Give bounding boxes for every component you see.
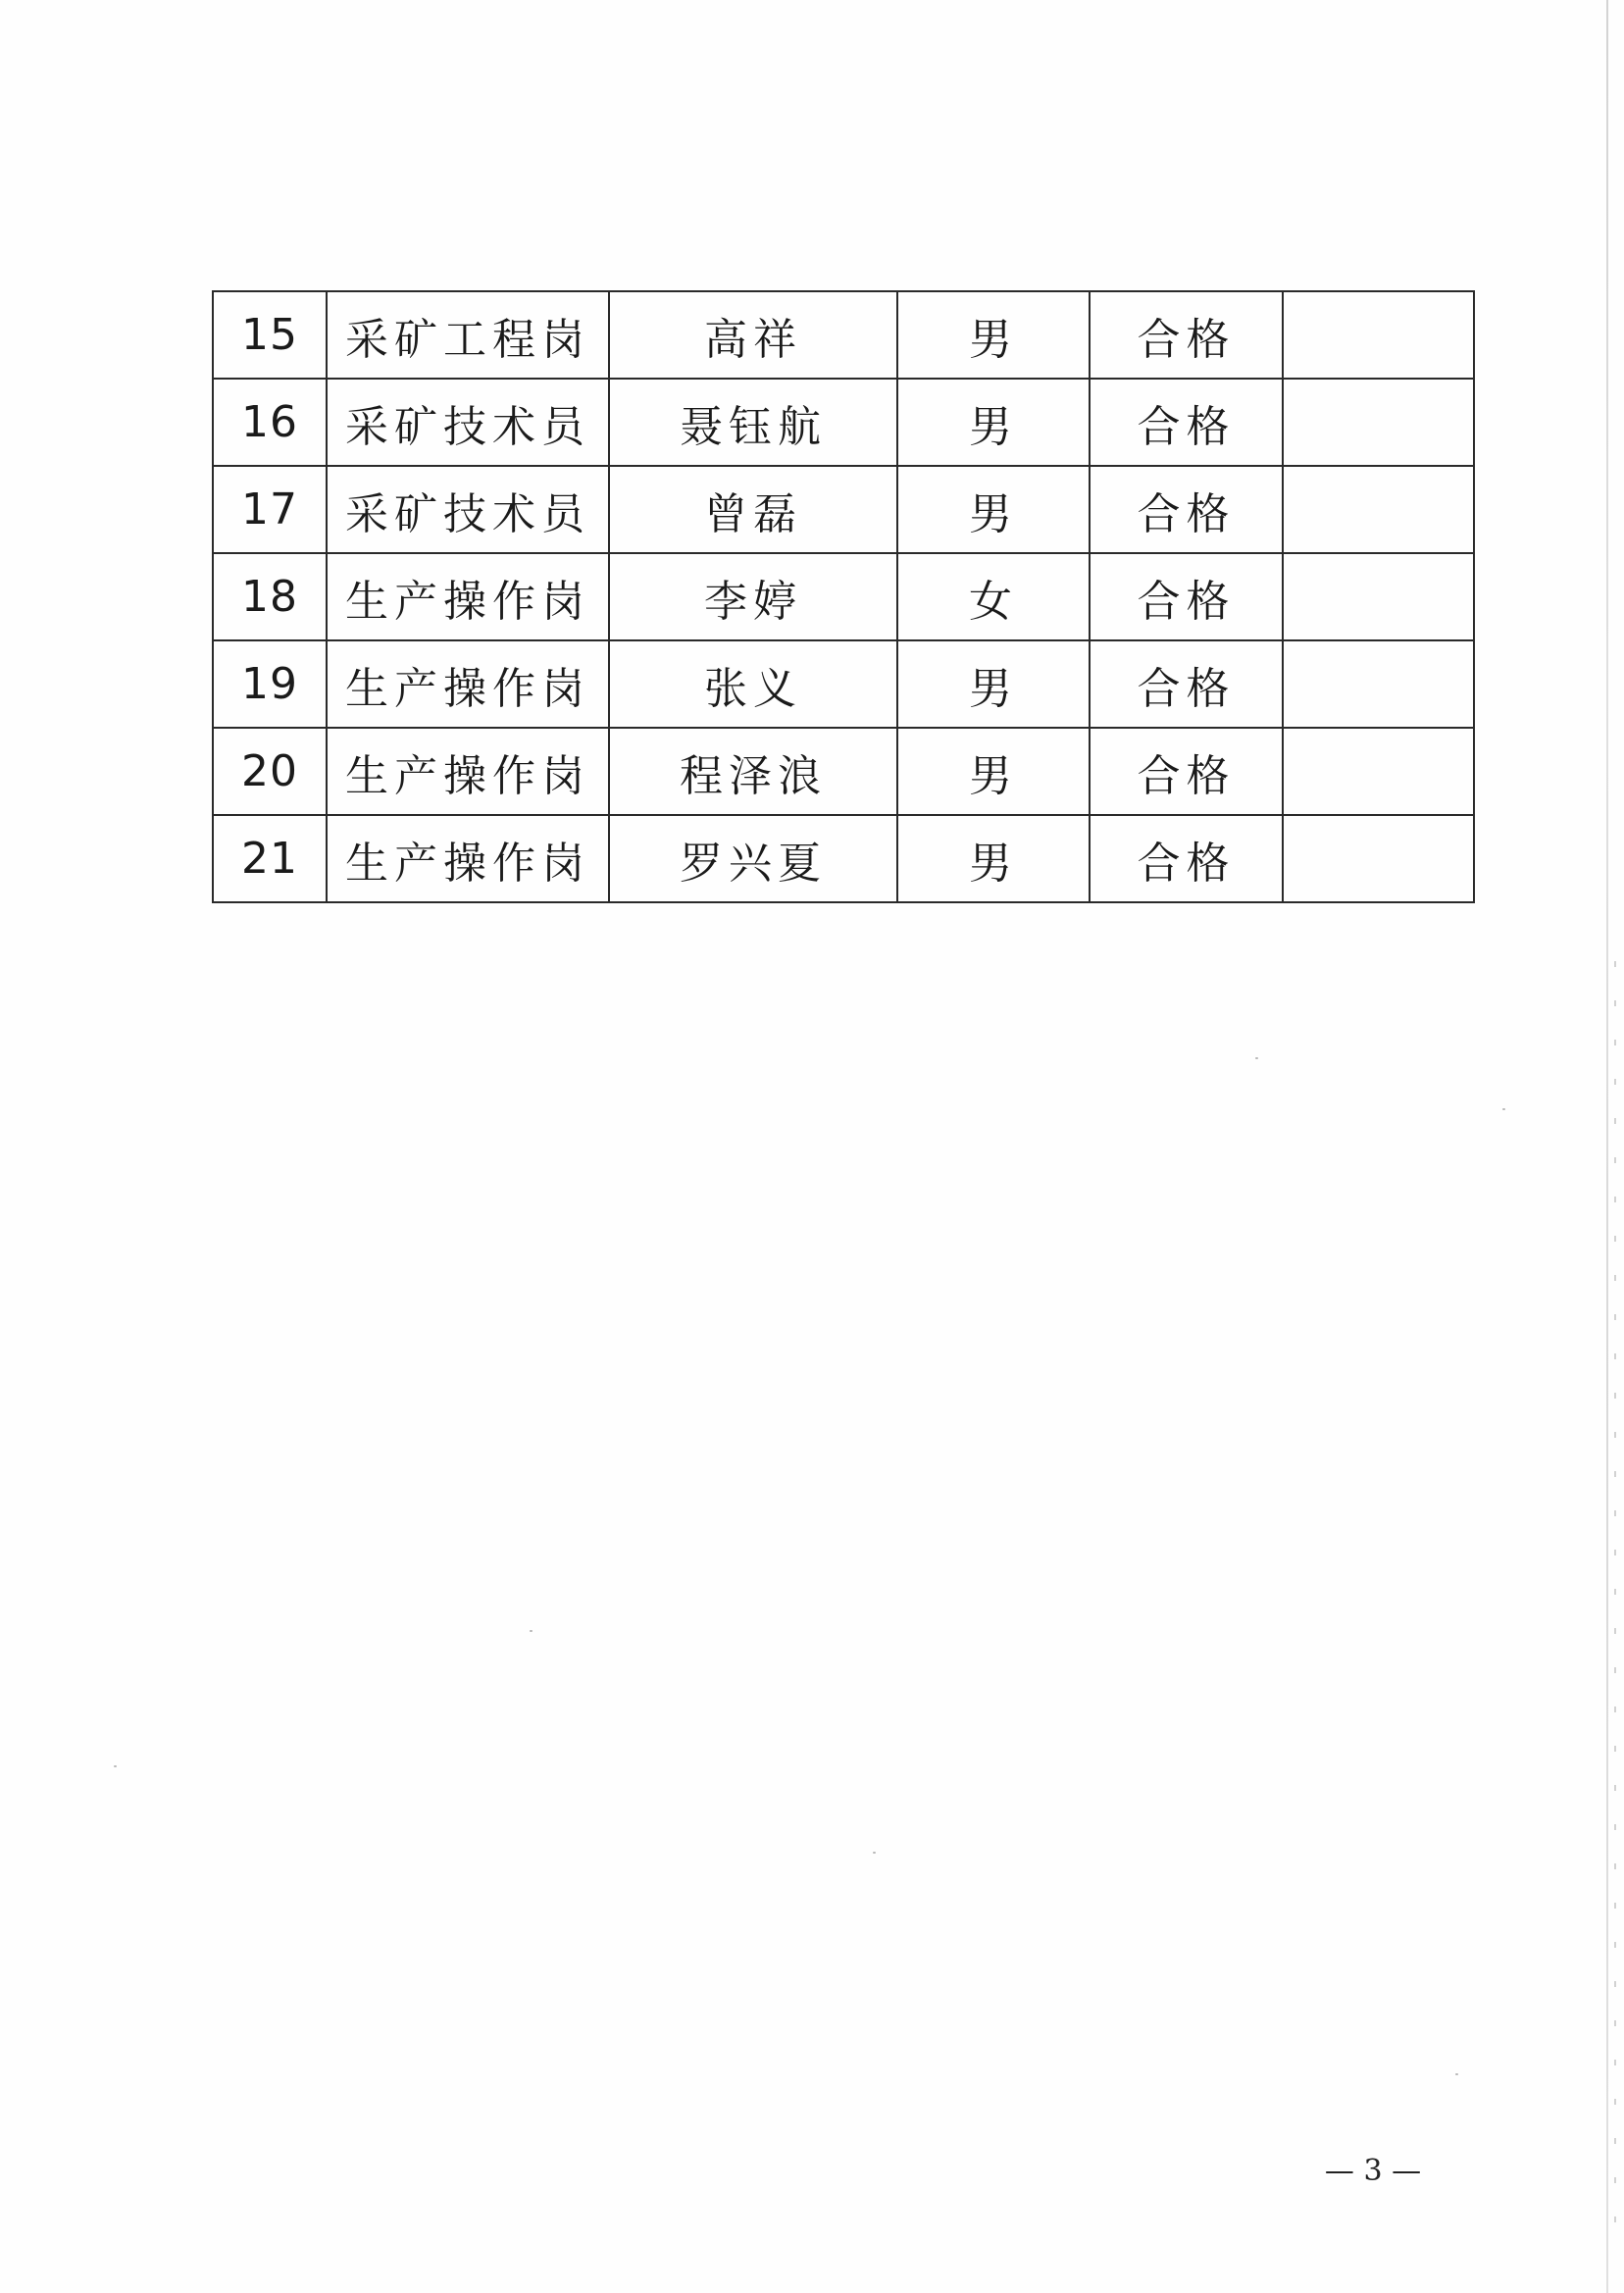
cell-note — [1283, 815, 1474, 902]
cell-number: 15 — [213, 291, 327, 379]
table-row — [213, 379, 1474, 466]
cell-name: 张义 — [609, 640, 897, 728]
cell-number: 21 — [213, 815, 327, 902]
cell-note — [1283, 379, 1474, 466]
cell-note — [1283, 640, 1474, 728]
cell-number: 19 — [213, 640, 327, 728]
cell-gender: 女 — [897, 553, 1090, 640]
cell-gender: 男 — [897, 466, 1090, 553]
cell-result: 合格 — [1090, 466, 1283, 553]
table-row — [213, 466, 1474, 553]
cell-position: 生产操作岗 — [327, 728, 609, 815]
cell-gender: 男 — [897, 379, 1090, 466]
scan-speck — [1255, 1057, 1258, 1059]
cell-name: 李婷 — [609, 553, 897, 640]
cell-result: 合格 — [1090, 640, 1283, 728]
table-row — [213, 815, 1474, 902]
cell-position: 采矿技术员 — [327, 466, 609, 553]
cell-note — [1283, 553, 1474, 640]
scan-speck — [873, 1852, 876, 1854]
cell-position: 采矿工程岗 — [327, 291, 609, 379]
cell-number: 18 — [213, 553, 327, 640]
cell-note — [1283, 466, 1474, 553]
scan-edge-marks — [1614, 961, 1616, 2236]
cell-result: 合格 — [1090, 291, 1283, 379]
cell-note — [1283, 728, 1474, 815]
cell-name: 罗兴夏 — [609, 815, 897, 902]
cell-result: 合格 — [1090, 728, 1283, 815]
cell-gender: 男 — [897, 728, 1090, 815]
table-row — [213, 640, 1474, 728]
cell-name: 高祥 — [609, 291, 897, 379]
cell-result: 合格 — [1090, 815, 1283, 902]
cell-position: 生产操作岗 — [327, 815, 609, 902]
scan-speck — [1502, 1108, 1505, 1110]
cell-name: 聂钰航 — [609, 379, 897, 466]
results-table — [212, 290, 1475, 903]
cell-position: 生产操作岗 — [327, 553, 609, 640]
cell-result: 合格 — [1090, 379, 1283, 466]
cell-name: 曾磊 — [609, 466, 897, 553]
cell-result: 合格 — [1090, 553, 1283, 640]
cell-position: 采矿技术员 — [327, 379, 609, 466]
cell-number: 20 — [213, 728, 327, 815]
cell-number: 16 — [213, 379, 327, 466]
cell-name: 程泽浪 — [609, 728, 897, 815]
cell-position: 生产操作岗 — [327, 640, 609, 728]
results-table-body — [213, 291, 1474, 902]
table-row — [213, 553, 1474, 640]
table-row — [213, 291, 1474, 379]
scan-edge — [1606, 0, 1608, 2293]
cell-number: 17 — [213, 466, 327, 553]
scan-speck — [1455, 2073, 1458, 2075]
cell-note — [1283, 291, 1474, 379]
cell-gender: 男 — [897, 815, 1090, 902]
scan-speck — [114, 1765, 117, 1767]
scan-speck — [530, 1630, 533, 1632]
page-number: — 3 — — [1324, 2154, 1422, 2188]
cell-gender: 男 — [897, 640, 1090, 728]
cell-gender: 男 — [897, 291, 1090, 379]
table-row — [213, 728, 1474, 815]
